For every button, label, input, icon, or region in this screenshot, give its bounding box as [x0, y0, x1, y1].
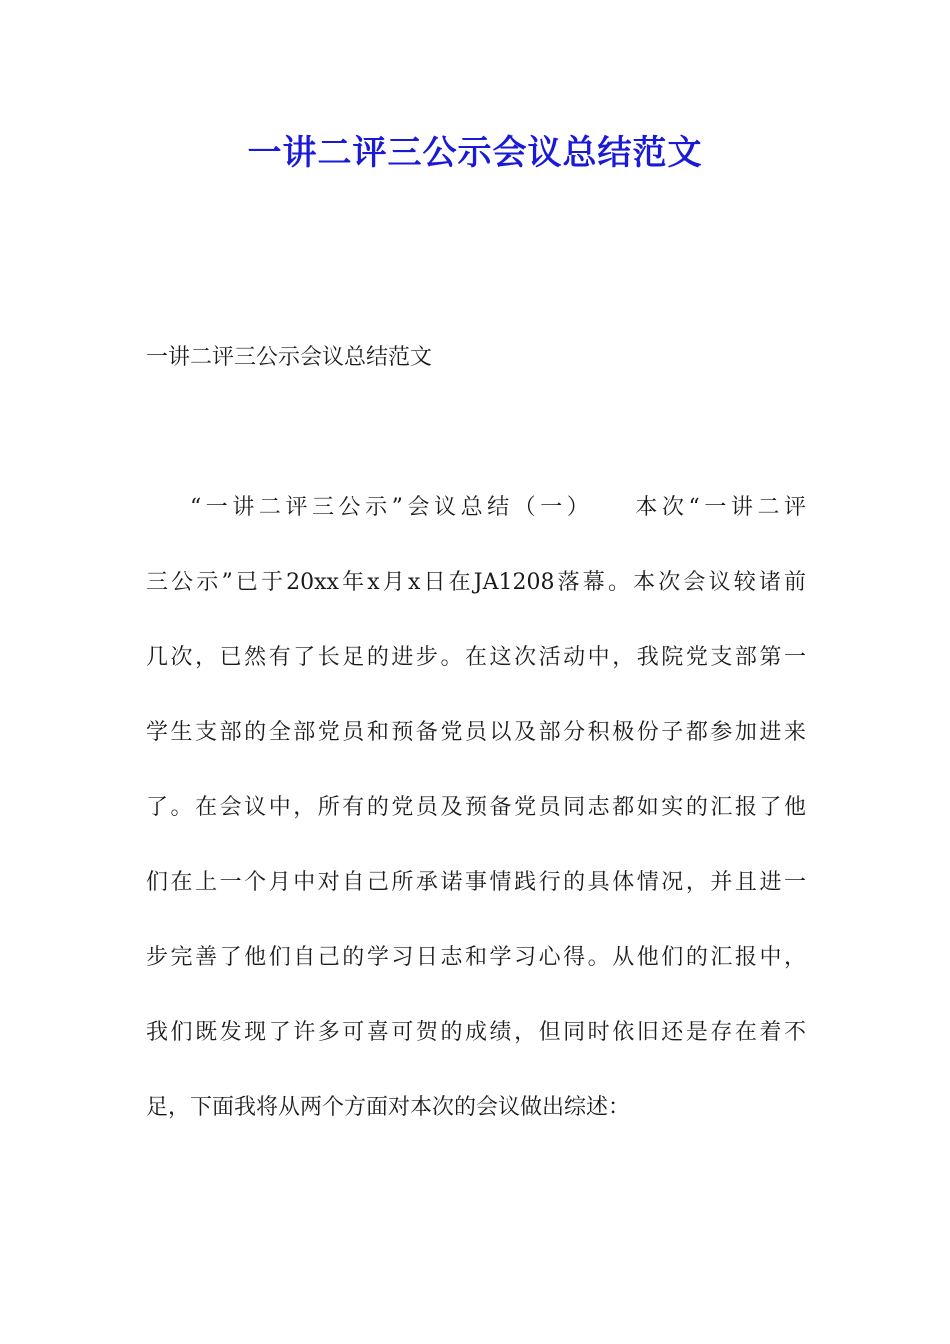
body-line: “一讲二评三公示”会议总结（一） 本次“一讲二评: [190, 495, 806, 520]
body-line: 三公示”已于20xx年x月x日在JA1208落幕。本次会议较诸前: [146, 570, 806, 595]
document-subtitle: 一讲二评三公示会议总结范文: [146, 345, 433, 370]
body-line: 学生支部的全部党员和预备党员以及部分积极份子都参加进来: [146, 720, 806, 745]
body-line: 我们既发现了许多可喜可贺的成绩，但同时依旧还是存在着不: [146, 1020, 806, 1045]
body-paragraph: [146, 487, 806, 1162]
body-line: 了。在会议中，所有的党员及预备党员同志都如实的汇报了他: [146, 795, 806, 820]
document-title: 一讲二评三公示会议总结范文: [247, 133, 703, 173]
body-line: 几次，已然有了长足的进步。在这次活动中，我院党支部第一: [146, 645, 806, 670]
body-line: 步完善了他们自己的学习日志和学习心得。从他们的汇报中，: [146, 945, 806, 970]
body-line: 足，下面我将从两个方面对本次的会议做出综述：: [146, 1095, 631, 1120]
body-line: 们在上一个月中对自己所承诺事情践行的具体情况，并且进一: [146, 870, 806, 895]
